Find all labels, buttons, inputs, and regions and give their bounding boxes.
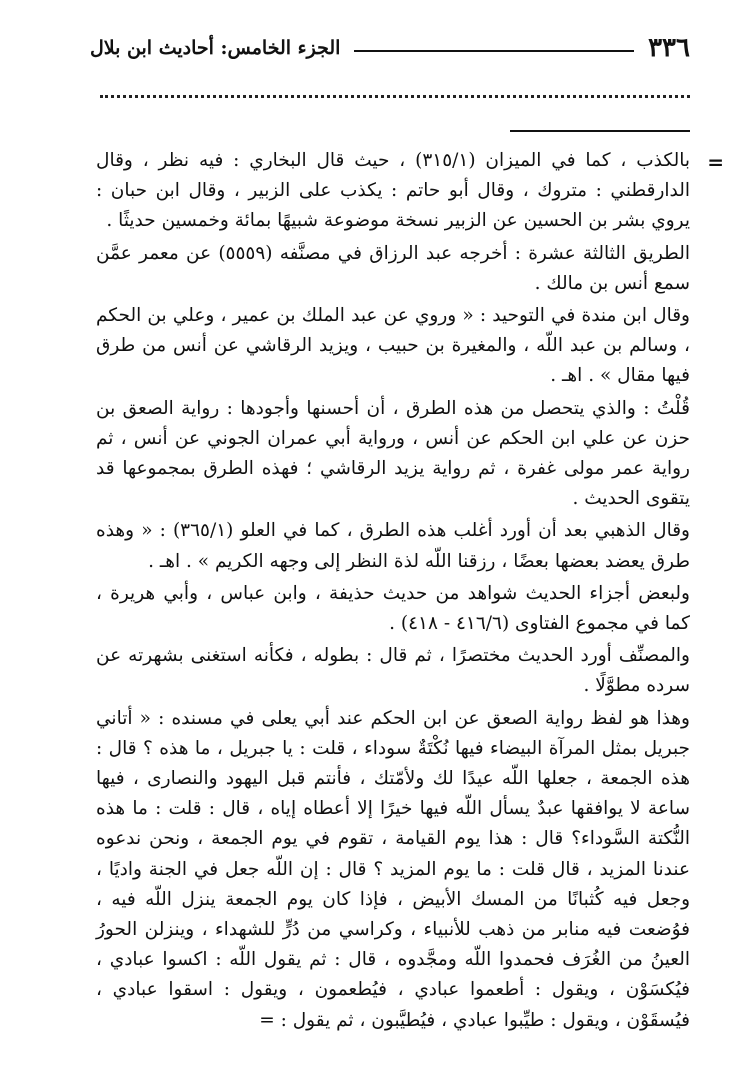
page-number: ٣٣٦ [648, 33, 690, 63]
footnote-body [96, 146, 690, 1038]
paragraph: الطريق الثالثة عشرة : أخرجه عبد الرزاق في مصنَّفه (٥٥٥٩) عن معمر عمَّن سمع أنس بن مالك . [96, 242, 690, 294]
paragraph: وهذا هو لفظ رواية الصعق عن ابن الحكم عند أبي يعلى في مسنده : « أتاني جبريل بمثل المرآة البيضاء فيها نُكْتَةٌ سوداء ، قلت : يا جبريل ، ما هذه ؟ قال : هذه الجمعة ، جعلها اللّه عيدًا لك ولأمّتك ، فأنتم قبل اليهود والنصارى ، فيها ساعة لا يوافقها عبدٌ يسأل اللّه فيها خيرًا إلا أعطاه إياه ، قال : قلت : ما هذه النُّكتة السَّوداء؟ قال : هذا يوم القيامة ، تقوم في يوم الجمعة ، ونحن ندعوه عندنا المزيد ، قال قلت : ما يوم المزيد ؟ قال : إن اللّه جعل في الجنة واديًا ، وجعل فيه كُثبانًا من المسك الأبيض ، فإذا كان يوم الجمعة ينزل اللّه فيه ، فوُضعت فيه منابر من ذهب للأنبياء ، وكراسي من دُرٍّ للشهداء ، وينزلن الحورُ العينُ من الغُرَف فحمدوا اللّه ومجَّدوه ، قال : ثم يقول اللّه : اكسوا عبادي ، فيُكسَوْن ، ويقول : أطعموا عبادي ، فيُطعمون ، ويقول : اسقوا عبادي ، فيُسقَوْن ، ويقول : طيِّبوا عبادي ، فيُطيَّبون ، ثم يقول : = [96, 707, 690, 1031]
paragraph: قُلْتُ : والذي يتحصل من هذه الطرق ، أن أحسنها وأجودها : رواية الصعق بن حزن عن علي ابن الحكم عن أنس ، ورواية أبي عمران الجوني عن أنس ، ثم رواية عمر مولى غفرة ، ثم رواية يزيد الرقاشي ؛ فهذه الطرق بمجموعها قد يتقوى الحديث . [96, 397, 690, 510]
paragraph: وقال الذهبي بعد أن أورد أغلب هذه الطرق ، كما في العلو (٣٦٥/١) : « وهذه طرق يعضد بعضها بعضًا ، رزقنا اللّه لذة النظر إلى وجهه الكريم » . اهـ . [96, 520, 690, 572]
running-title: الجزء الخامس: أحاديث ابن بلال [90, 37, 341, 59]
page-header [90, 30, 690, 66]
dotted-separator [100, 95, 690, 98]
header-rule [354, 50, 634, 52]
paragraph: والمصنِّف أورد الحديث مختصرًا ، ثم قال : بطوله ، فكأنه استغنى بشهرته عن سرده مطوَّلًا . [96, 645, 690, 697]
paragraph: بالكذب ، كما في الميزان (٣١٥/١) ، حيث قال البخاري : فيه نظر ، وقال الدارقطني : متروك ، وقال أبو حاتم : يكذب على الزبير ، وقال ابن حبان : يروي بشر بن الحسين عن الزبير نسخة موضوعة شبيهًا بمائة وخمسين حديثًا . [96, 150, 691, 232]
footnote-rule [510, 130, 690, 132]
paragraph: ولبعض أجزاء الحديث شواهد من حديث حذيفة ، وابن عباس ، وأبي هريرة ، كما في مجموع الفتاوى (٤١٦/٦ - ٤١٨) . [96, 582, 690, 635]
paragraph: وقال ابن مندة في التوحيد : « وروي عن عبد الملك بن عمير ، وعلي بن الحكم ، وسالم بن عبد اللّه ، والمغيرة بن حبيب ، ويزيد الرقاشي عن أنس من طرق فيها مقال » . اهـ . [96, 305, 690, 387]
continuation-mark: = [707, 150, 724, 174]
